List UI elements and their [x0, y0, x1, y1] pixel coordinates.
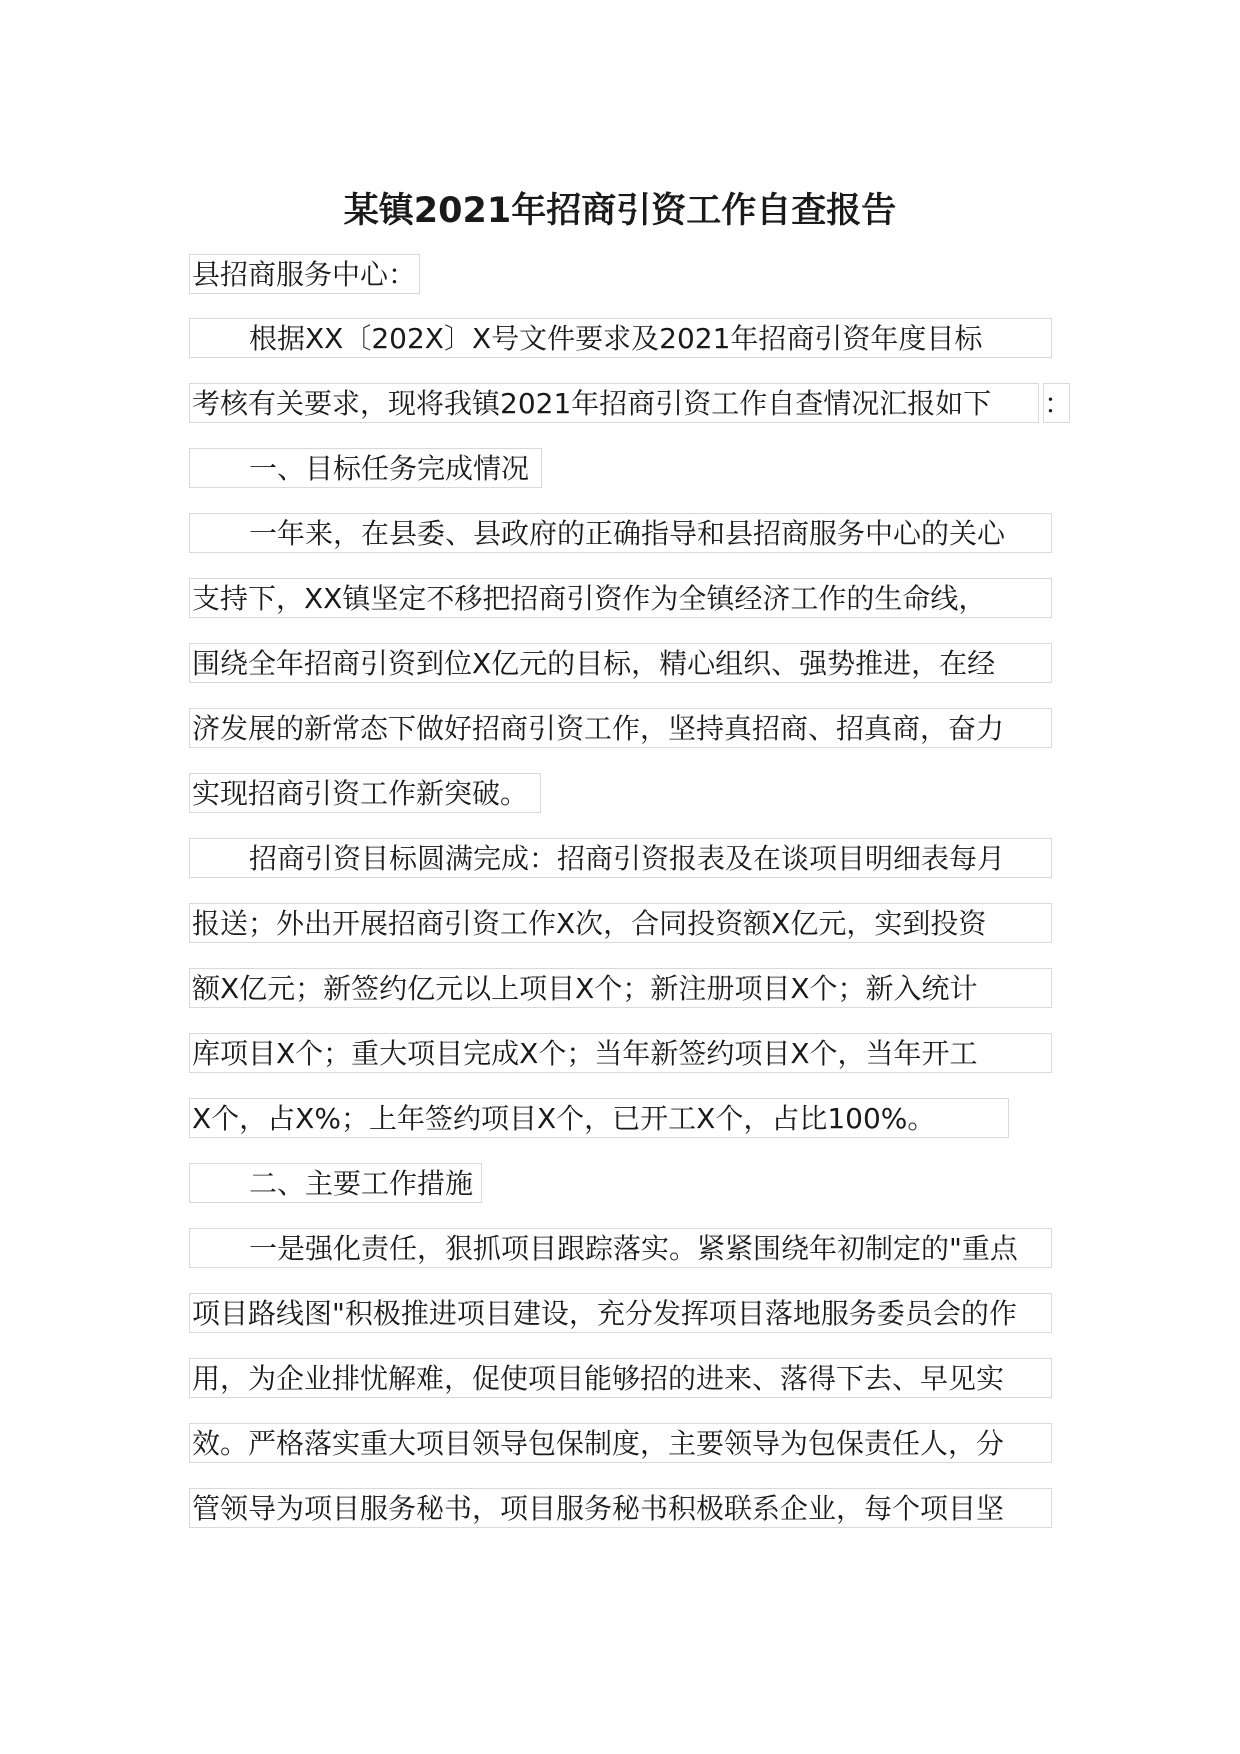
paragraph-line: 招商引资目标圆满完成：招商引资报表及在谈项目明细表每月 — [189, 838, 1052, 878]
paragraph-line: 济发展的新常态下做好招商引资工作，坚持真招商、招真商，奋力 — [189, 708, 1052, 748]
paragraph-line: 根据XX〔202X〕X号文件要求及2021年招商引资年度目标 — [189, 318, 1052, 358]
paragraph-line: 项目路线图"积极推进项目建设，充分发挥项目落地服务委员会的作 — [189, 1293, 1052, 1333]
section-heading: 一、目标任务完成情况 — [189, 448, 542, 488]
paragraph-line: 管领导为项目服务秘书，项目服务秘书积极联系企业，每个项目坚 — [189, 1488, 1052, 1528]
paragraph-line: 库项目X个；重大项目完成X个；当年新签约项目X个，当年开工 — [189, 1033, 1052, 1073]
paragraph-line: 用，为企业排忧解难，促使项目能够招的进来、落得下去、早见实 — [189, 1358, 1052, 1398]
paragraph-line: 报送；外出开展招商引资工作X次，合同投资额X亿元，实到投资 — [189, 903, 1052, 943]
paragraph-line: 额X亿元；新签约亿元以上项目X个；新注册项目X个；新入统计 — [189, 968, 1052, 1008]
paragraph-line: 支持下，XX镇坚定不移把招商引资作为全镇经济工作的生命线， — [189, 578, 1052, 618]
document-title: 某镇2021年招商引资工作自查报告 — [343, 191, 897, 231]
paragraph-line: 围绕全年招商引资到位X亿元的目标，精心组织、强势推进，在经 — [189, 643, 1052, 683]
paragraph-line: X个，占X%；上年签约项目X个，已开工X个，占比100%。 — [189, 1098, 1009, 1138]
paragraph-line-tail: ： — [1043, 383, 1070, 423]
paragraph-line: 一是强化责任，狠抓项目跟踪落实。紧紧围绕年初制定的"重点 — [189, 1228, 1052, 1268]
paragraph-line: 效。严格落实重大项目领导包保制度，主要领导为包保责任人，分 — [189, 1423, 1052, 1463]
section-heading: 二、主要工作措施 — [189, 1163, 482, 1203]
paragraph-line: 实现招商引资工作新突破。 — [189, 773, 541, 813]
salutation-line: 县招商服务中心： — [189, 254, 420, 294]
paragraph-line: 一年来，在县委、县政府的正确指导和县招商服务中心的关心 — [189, 513, 1052, 553]
paragraph-line: 考核有关要求，现将我镇2021年招商引资工作自查情况汇报如下 — [189, 383, 1039, 423]
